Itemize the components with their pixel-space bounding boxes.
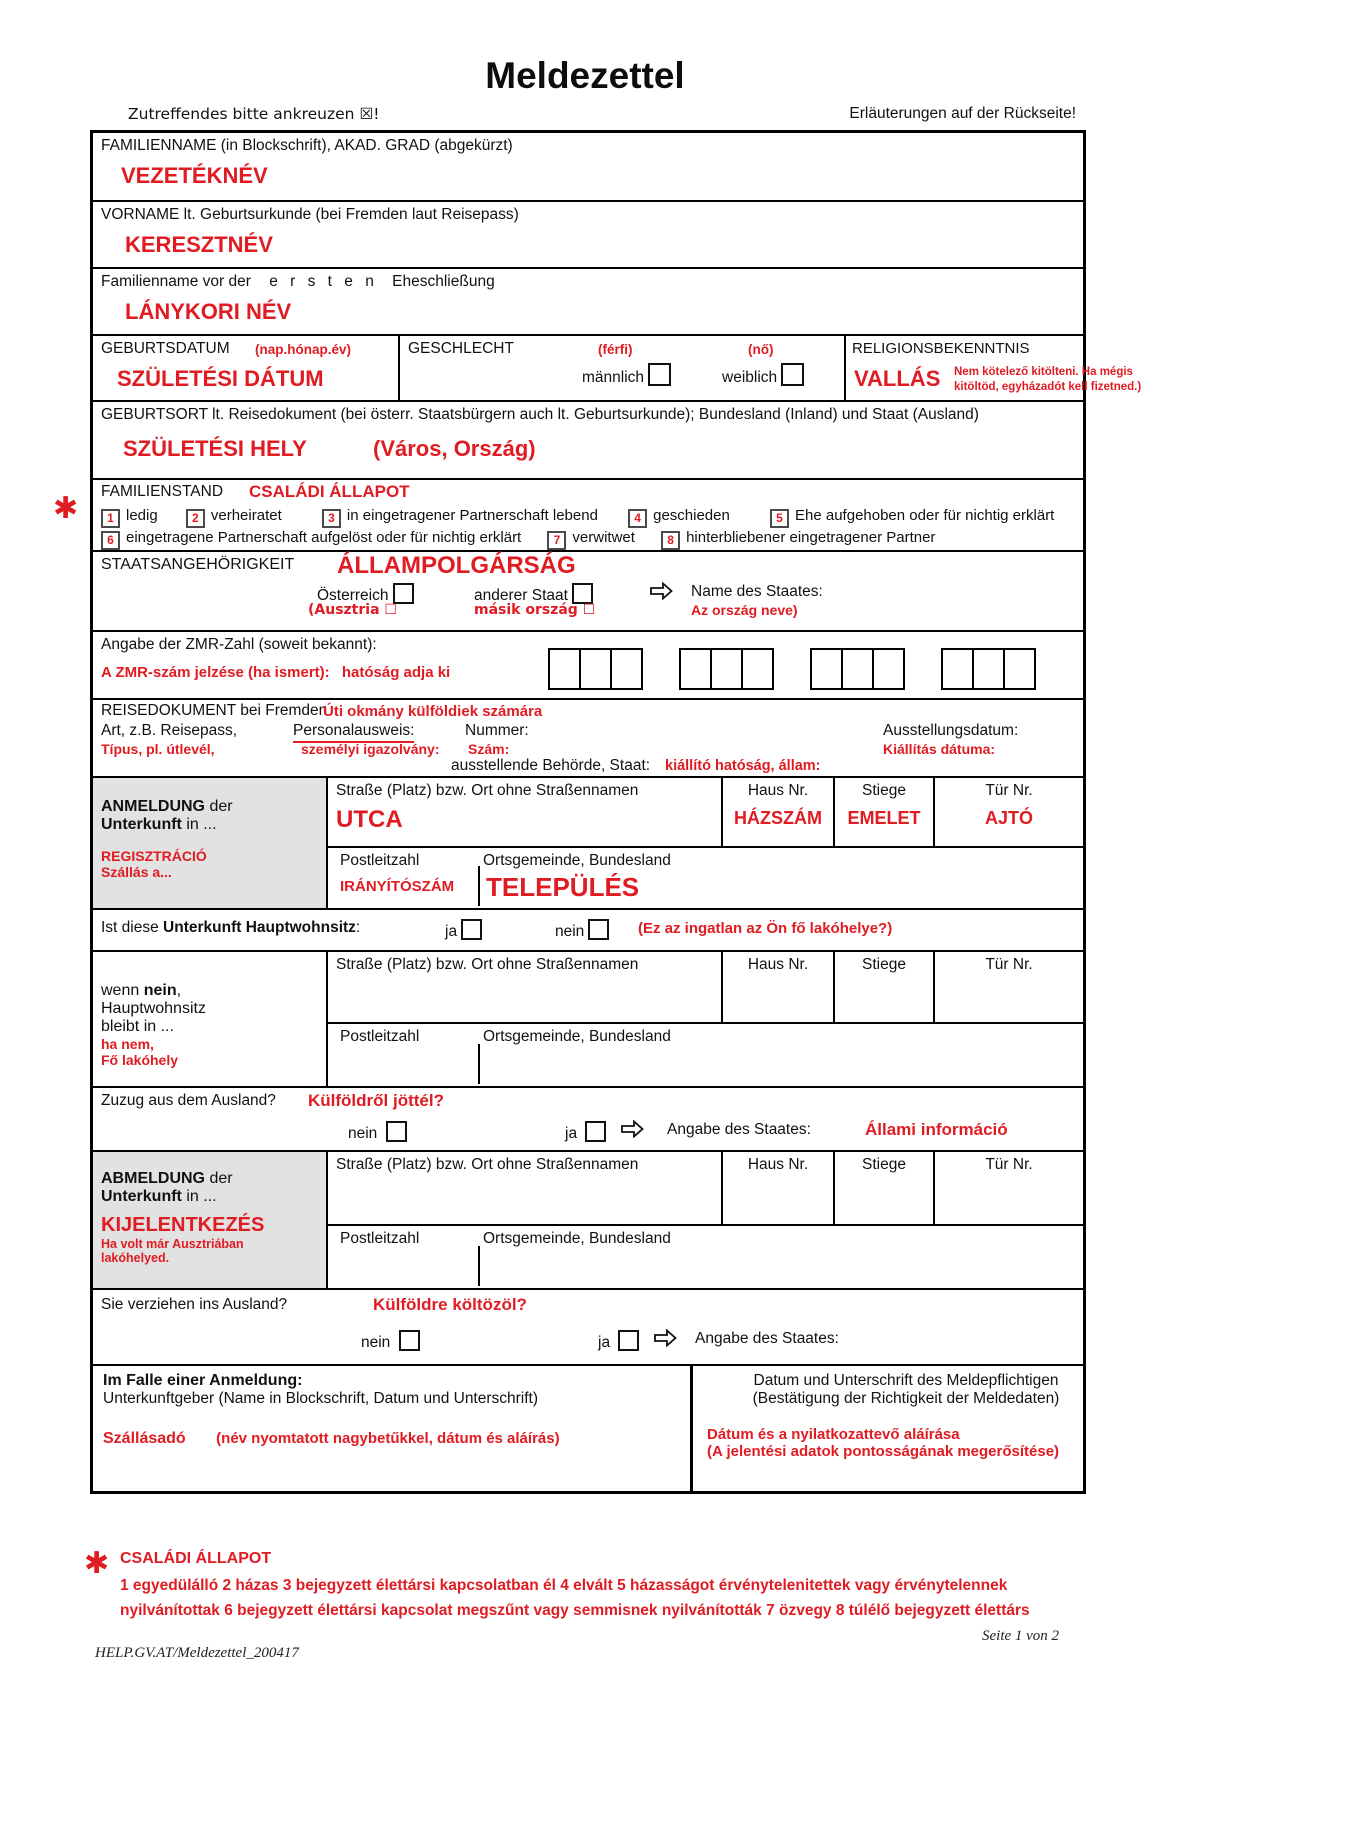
row-familienstand: [93, 478, 1083, 550]
row-signature: [93, 1364, 1083, 1491]
zmr-digit-cell[interactable]: [972, 648, 1005, 690]
szallasado-hu-line: [103, 1430, 680, 1448]
anmeldung-label-cell: [93, 778, 328, 908]
tuer-nr-label: Tür Nr.: [985, 1156, 1033, 1173]
plz-label: Postleitzahl: [340, 1230, 420, 1247]
ausztria-hu-note: (Ausztria ☐: [308, 602, 397, 618]
hauptwohnsitz-ja-option: ja: [445, 919, 482, 941]
ortsgemeinde-label: Ortsgemeinde, Bundesland: [483, 1230, 671, 1247]
wenn-nein-address-top: [328, 952, 1083, 1024]
staatsangehoerigkeit-hu-label: ÁLLAMPOLGÁRSÁG: [337, 552, 576, 579]
ferfi-note: (férfi): [598, 342, 633, 357]
orszag-neve-hu-note: Az ország neve): [691, 602, 798, 618]
maiden-name-label: Familienname vor der e r s t e n Eheschließung: [101, 273, 495, 290]
familienstand-option-6: 6 eingetragene Partnerschaft aufgelöst oder für nichtig erklärt: [101, 529, 521, 546]
anmeldung-tuer-cell[interactable]: [933, 778, 1083, 846]
familienstand-label: FAMILIENSTAND: [101, 483, 224, 500]
zuzug-question: Zuzug aus dem Ausland?: [101, 1092, 276, 1109]
abmeldung-title-line2: Unterkunft in ...: [101, 1188, 217, 1205]
wenn-nein-hu2: Fő lakóhely: [101, 1052, 179, 1068]
vorname-hu-label: KERESZTNÉV: [125, 232, 273, 257]
abmeldung-address-bottom[interactable]: [328, 1226, 1083, 1286]
tipus-hu-note: Típus, pl. útlevél,: [101, 741, 215, 757]
haus-nr-label: Haus Nr.: [747, 956, 809, 973]
zmr-digit-cell[interactable]: [872, 648, 905, 690]
familienstand-4-checkbox[interactable]: 4: [628, 509, 647, 528]
familienstand-7-checkbox[interactable]: 7: [547, 531, 566, 550]
check-instruction: Zutreffendes bitte ankreuzen ☒!: [128, 105, 380, 123]
oesterreich-option: Österreich: [317, 583, 414, 605]
geschlecht-label: GESCHLECHT: [408, 340, 514, 357]
verziehen-nein-option: nein: [361, 1330, 420, 1352]
religion-hu-note-2: kitöltöd, egyházadót kell fizetned.): [954, 381, 1142, 393]
zmr-hu-note: A ZMR-szám jelzése (ha ismert): hatóság adja ki: [101, 664, 451, 681]
anmeldung-title-line2: Unterkunft in ...: [101, 816, 217, 833]
verziehen-ja-checkbox[interactable]: [618, 1330, 639, 1351]
maennlich-checkbox[interactable]: [648, 363, 671, 386]
page-title: Meldezettel: [485, 55, 685, 96]
wenn-nein-haus-cell[interactable]: [721, 952, 833, 1022]
signature-left-cell[interactable]: [93, 1366, 693, 1491]
geschlecht-cell: [398, 336, 844, 400]
weiblich-checkbox[interactable]: [781, 363, 804, 386]
verziehen-question: Sie verziehen ins Ausland?: [101, 1296, 288, 1313]
familienstand-option-3: 3 in eingetragener Partnerschaft lebend: [322, 507, 598, 524]
familienstand-option-2: 2 verheiratet: [186, 507, 282, 524]
abmeldung-hu-label: KIJELENTKEZÉS: [101, 1214, 265, 1236]
zmr-group-2: [679, 648, 774, 690]
vorname-label: VORNAME lt. Geburtsurkunde (bei Fremden laut Reisepass): [101, 206, 519, 223]
row-reisedokument: [93, 698, 1083, 776]
religion-hu-note-1: Nem kötelező kitölteni. Ha mégis: [954, 366, 1133, 378]
behoerde-hu-note: kiállító hatóság, állam:: [665, 758, 821, 774]
hauptwohnsitz-hu-note: (Ez az ingatlan az Ön fő lakóhelye?): [638, 920, 893, 937]
ortsgemeinde-label: Ortsgemeinde, Bundesland: [483, 852, 671, 869]
row-familienname[interactable]: [93, 133, 1083, 200]
row-zmr: [93, 630, 1083, 698]
anmeldung-haus-cell[interactable]: [721, 778, 833, 846]
zuzug-hu-note: Állami információ: [865, 1120, 1008, 1139]
szallasado-hu-label: Szállásadó: [103, 1430, 186, 1447]
art-label: Art, z.B. Reisepass,: [101, 722, 238, 739]
datum-alairas-hu2: (A jelentési adatok pontosságának megerősítése): [707, 1443, 1060, 1460]
masik-orszag-hu-note: másik ország ☐: [474, 602, 596, 618]
row-abmeldung: [93, 1150, 1083, 1288]
zuzug-nein-checkbox[interactable]: [386, 1121, 407, 1142]
row-anmeldung: [93, 776, 1083, 908]
religion-cell[interactable]: [844, 336, 1142, 400]
zmr-digit-cell[interactable]: [579, 648, 612, 690]
iranyitoszam-hu-label: IRÁNYÍTÓSZÁM: [340, 878, 455, 895]
wenn-nein-address-area: [328, 952, 1083, 1086]
nummer-label: Nummer:: [465, 722, 529, 739]
zmr-group-3: [810, 648, 905, 690]
asterisk-marker-form: ✱: [53, 491, 79, 526]
zuzug-angabe-label: Angabe des Staates:: [667, 1121, 811, 1138]
anmeldung-stiege-cell[interactable]: [833, 778, 933, 846]
familienstand-option-1: 1 ledig: [101, 507, 158, 524]
row-staatsangehoerigkeit: [93, 550, 1083, 630]
utca-hu-label: UTCA: [336, 806, 403, 833]
stiege-label: Stiege: [862, 782, 906, 799]
geburtsdatum-hu-label: SZÜLETÉSI DÁTUM: [117, 366, 324, 391]
plz-divider-tick: [478, 1246, 480, 1286]
familienstand-option-4: 4 geschieden: [628, 507, 730, 524]
familienstand-8-checkbox[interactable]: 8: [661, 531, 680, 550]
right-arrow-icon: [620, 1120, 644, 1140]
telepules-hu-label: TELEPÜLÉS: [486, 872, 640, 902]
haus-nr-label: Haus Nr.: [747, 782, 809, 799]
abmeldung-label-cell: [93, 1152, 328, 1288]
familienstand-options-line2: [101, 529, 1083, 550]
wenn-nein-stiege-cell[interactable]: [833, 952, 933, 1022]
stiege-label: Stiege: [862, 956, 906, 973]
wenn-nein-line1: wenn nein,: [101, 982, 182, 999]
familienstand-5-checkbox[interactable]: 5: [770, 509, 789, 528]
wenn-nein-hu1: ha nem,: [101, 1036, 154, 1052]
abmeldung-address-top: [328, 1152, 1083, 1226]
backside-note: Erläuterungen auf der Rückseite!: [849, 105, 1076, 122]
abmeldung-street-cell[interactable]: [328, 1152, 721, 1224]
zmr-digit-cell[interactable]: [548, 648, 581, 690]
tuer-nr-label: Tür Nr.: [985, 956, 1033, 973]
plz-label: Postleitzahl: [340, 852, 420, 869]
header-notes: [90, 105, 1080, 123]
zmr-digit-cell[interactable]: [679, 648, 712, 690]
zuzug-ja-checkbox[interactable]: [585, 1121, 606, 1142]
verziehen-question-hu: Külföldre költözöl?: [373, 1295, 527, 1314]
zmr-digit-cell[interactable]: [710, 648, 743, 690]
row-wenn-nein: [93, 950, 1083, 1086]
datum-alairas-hu1: Dátum és a nyilatkozattevő aláírása: [707, 1426, 960, 1443]
hauptwohnsitz-nein-checkbox[interactable]: [588, 919, 609, 940]
meldezettel-form: [90, 130, 1142, 1494]
anmeldung-address-top: [328, 778, 1083, 848]
plz-label: Postleitzahl: [340, 1028, 420, 1045]
abmeldung-hu-note1: Ha volt már Ausztriában: [101, 1237, 244, 1251]
zmr-digit-cell[interactable]: [941, 648, 974, 690]
asterisk-marker-legend: ✱: [84, 1546, 110, 1581]
name-des-staates-label: Name des Staates:: [691, 583, 823, 600]
signature-right-cell[interactable]: [693, 1366, 1083, 1491]
row-birth-sex-religion: [93, 334, 1142, 400]
familienstand-option-8: 8 hinterbliebener eingetragener Partner: [661, 529, 935, 546]
familienstand-1-checkbox[interactable]: 1: [101, 509, 120, 528]
haus-nr-label: Haus Nr.: [747, 1156, 809, 1173]
zmr-digit-boxes: [548, 648, 1036, 690]
tuer-nr-label: Tür Nr.: [985, 782, 1033, 799]
ausstellungsdatum-label: Ausstellungsdatum:: [883, 722, 1019, 739]
geburtsort-label: GEBURTSORT lt. Reisedokument (bei österr. Staatsbürgern auch lt. Geburtsurkunde); Bundesland (Inland) und Staat (Ausland): [101, 406, 979, 423]
legend-line-1: 1 egyedülálló 2 házas 3 bejegyzett élettársi kapcsolatban él 4 elvált 5 házasságot érvénytelenitettek vagy érvénytelennek: [120, 1577, 1008, 1594]
legend-title: CSALÁDI ÁLLAPOT: [120, 1550, 272, 1567]
anmeldung-hu-label1: REGISZTRÁCIÓ: [101, 848, 207, 864]
zmr-digit-cell[interactable]: [1003, 648, 1036, 690]
footer-page-number: Seite 1 von 2: [982, 1628, 1060, 1644]
maennlich-option: männlich: [582, 363, 671, 387]
religion-label: RELIGIONSBEKENNTNIS: [852, 340, 1030, 357]
row-vorname[interactable]: [93, 200, 1083, 267]
stiege-label: Stiege: [862, 1156, 906, 1173]
anmeldung-address-bottom[interactable]: [328, 848, 1083, 906]
geburtsdatum-hu-note: (nap.hónap.év): [255, 342, 352, 357]
staatsangehoerigkeit-label: STAATSANGEHÖRIGKEIT: [101, 556, 295, 573]
familienstand-option-5: 5 Ehe aufgehoben oder für nichtig erklärt: [770, 507, 1054, 524]
zmr-digit-cell[interactable]: [741, 648, 774, 690]
szallasado-hu-note: (név nyomtatott nagybetűkkel, dátum és aláírás): [216, 1430, 560, 1447]
familienstand-6-checkbox[interactable]: 6: [101, 531, 120, 550]
meldepflichtiger-label2: (Bestätigung der Richtigkeit der Meldedaten): [752, 1390, 1060, 1407]
personalausweis-label: Personalausweis:: [293, 722, 414, 743]
wenn-nein-tuer-cell[interactable]: [933, 952, 1083, 1022]
familienstand-option-7: 7 verwitwet: [547, 529, 635, 546]
abmeldung-address-area: [328, 1152, 1083, 1288]
reisedokument-hu-label: Úti okmány külföldiek számára: [323, 703, 543, 720]
verziehen-nein-checkbox[interactable]: [399, 1330, 420, 1351]
meldepflichtiger-label1: Datum und Unterschrift des Meldepflichtigen: [753, 1372, 1059, 1389]
maiden-name-hu-label: LÁNYKORI NÉV: [125, 299, 292, 324]
kiallitas-hu-note: Kiállítás dátuma:: [883, 741, 996, 757]
geburtsort-hu-label: SZÜLETÉSI HELY: [123, 436, 307, 461]
familienstand-3-checkbox[interactable]: 3: [322, 509, 341, 528]
geburtsdatum-cell[interactable]: [93, 336, 398, 400]
zmr-group-1: [548, 648, 643, 690]
no-note: (nő): [748, 342, 774, 357]
abmeldung-haus-cell[interactable]: [721, 1152, 833, 1224]
weiblich-option: weiblich: [722, 363, 804, 387]
right-arrow-icon: [649, 582, 673, 602]
anmeldung-street-cell[interactable]: [328, 778, 721, 846]
street-label: Straße (Platz) bzw. Ort ohne Straßennamen: [336, 782, 639, 799]
footer-document-id: HELP.GV.AT/Meldezettel_200417: [95, 1645, 299, 1661]
abmeldung-title-line1: ABMELDUNG der: [101, 1170, 233, 1187]
familienstand-hu-label: CSALÁDI ÁLLAPOT: [249, 482, 410, 501]
wenn-nein-line2: Hauptwohnsitz: [101, 1000, 206, 1017]
row-hauptwohnsitz: [93, 908, 1083, 950]
anmeldung-title-line1: ANMELDUNG der: [101, 798, 233, 815]
zuzug-ja-option: ja: [565, 1121, 606, 1143]
zuzug-nein-option: nein: [348, 1121, 407, 1143]
verziehen-angabe-label: Angabe des Staates:: [695, 1330, 839, 1347]
zmr-digit-cell[interactable]: [610, 648, 643, 690]
abmeldung-tuer-cell[interactable]: [933, 1152, 1083, 1224]
plz-divider-tick: [478, 866, 480, 906]
anderer-staat-option: anderer Staat: [474, 583, 593, 605]
anmeldung-case-title: Im Falle einer Anmeldung:: [103, 1372, 303, 1389]
wenn-nein-street-cell[interactable]: [328, 952, 721, 1022]
zmr-label: Angabe der ZMR-Zahl (soweit bekannt):: [101, 636, 377, 653]
oesterreich-checkbox[interactable]: [393, 583, 414, 604]
zmr-digit-cell[interactable]: [841, 648, 874, 690]
row-verziehen: [93, 1288, 1083, 1364]
legend-line-2: nyilvánítottak 6 bejegyzett élettársi kapcsolat megszűnt vagy semmisnek nyilvánították 7 özvegy 8 túlélő bejegyzett élettárs: [120, 1602, 1030, 1619]
abmeldung-hu-note2: lakóhelyed.: [101, 1251, 170, 1265]
hazszam-hu-label: HÁZSZÁM: [734, 808, 822, 828]
unterkunftgeber-label: Unterkunftgeber (Name in Blockschrift, Datum und Unterschrift): [103, 1390, 539, 1407]
verziehen-ja-option: ja: [598, 1330, 639, 1352]
anderer-staat-checkbox[interactable]: [572, 583, 593, 604]
reisedokument-label: REISEDOKUMENT bei Fremden: [101, 702, 328, 719]
familienstand-options-line1: [101, 507, 1083, 528]
szemelyi-hu-note: személyi igazolvány:: [301, 741, 440, 757]
hauptwohnsitz-question: Ist diese Unterkunft Hauptwohnsitz:: [101, 919, 361, 936]
street-label: Straße (Platz) bzw. Ort ohne Straßennamen: [336, 1156, 639, 1173]
wenn-nein-address-bottom[interactable]: [328, 1024, 1083, 1084]
religion-hu-label: VALLÁS: [854, 366, 941, 391]
anmeldung-hu-label2: Szállás a...: [101, 864, 172, 880]
behoerde-label: ausstellende Behörde, Staat:: [451, 757, 651, 774]
geburtsdatum-label: GEBURTSDATUM: [101, 340, 230, 357]
ajto-hu-label: AJTÓ: [984, 808, 1033, 828]
row-maiden-name[interactable]: [93, 267, 1083, 334]
abmeldung-stiege-cell[interactable]: [833, 1152, 933, 1224]
row-geburtsort[interactable]: [93, 400, 1083, 478]
right-arrow-icon: [653, 1329, 677, 1349]
ortsgemeinde-label: Ortsgemeinde, Bundesland: [483, 1028, 671, 1045]
wenn-nein-label-cell: [93, 952, 328, 1086]
anmeldung-address-area: [328, 778, 1083, 908]
familienstand-2-checkbox[interactable]: 2: [186, 509, 205, 528]
zmr-group-4: [941, 648, 1036, 690]
plz-divider-tick: [478, 1044, 480, 1084]
zmr-digit-cell[interactable]: [810, 648, 843, 690]
emelet-hu-label: EMELET: [847, 808, 921, 828]
street-label: Straße (Platz) bzw. Ort ohne Straßennamen: [336, 956, 639, 973]
hauptwohnsitz-nein-option: nein: [555, 919, 609, 941]
familienname-label: FAMILIENNAME (in Blockschrift), AKAD. GRAD (abgekürzt): [101, 137, 513, 154]
hauptwohnsitz-ja-checkbox[interactable]: [461, 919, 482, 940]
szam-hu-note: Szám:: [468, 741, 510, 757]
wenn-nein-line3: bleibt in ...: [101, 1018, 174, 1035]
geburtsort-hu-note: (Város, Ország): [373, 436, 536, 461]
zuzug-question-hu: Külföldről jöttél?: [308, 1091, 444, 1110]
familienname-hu-label: VEZETÉKNÉV: [121, 163, 268, 188]
row-zuzug: [93, 1086, 1083, 1150]
